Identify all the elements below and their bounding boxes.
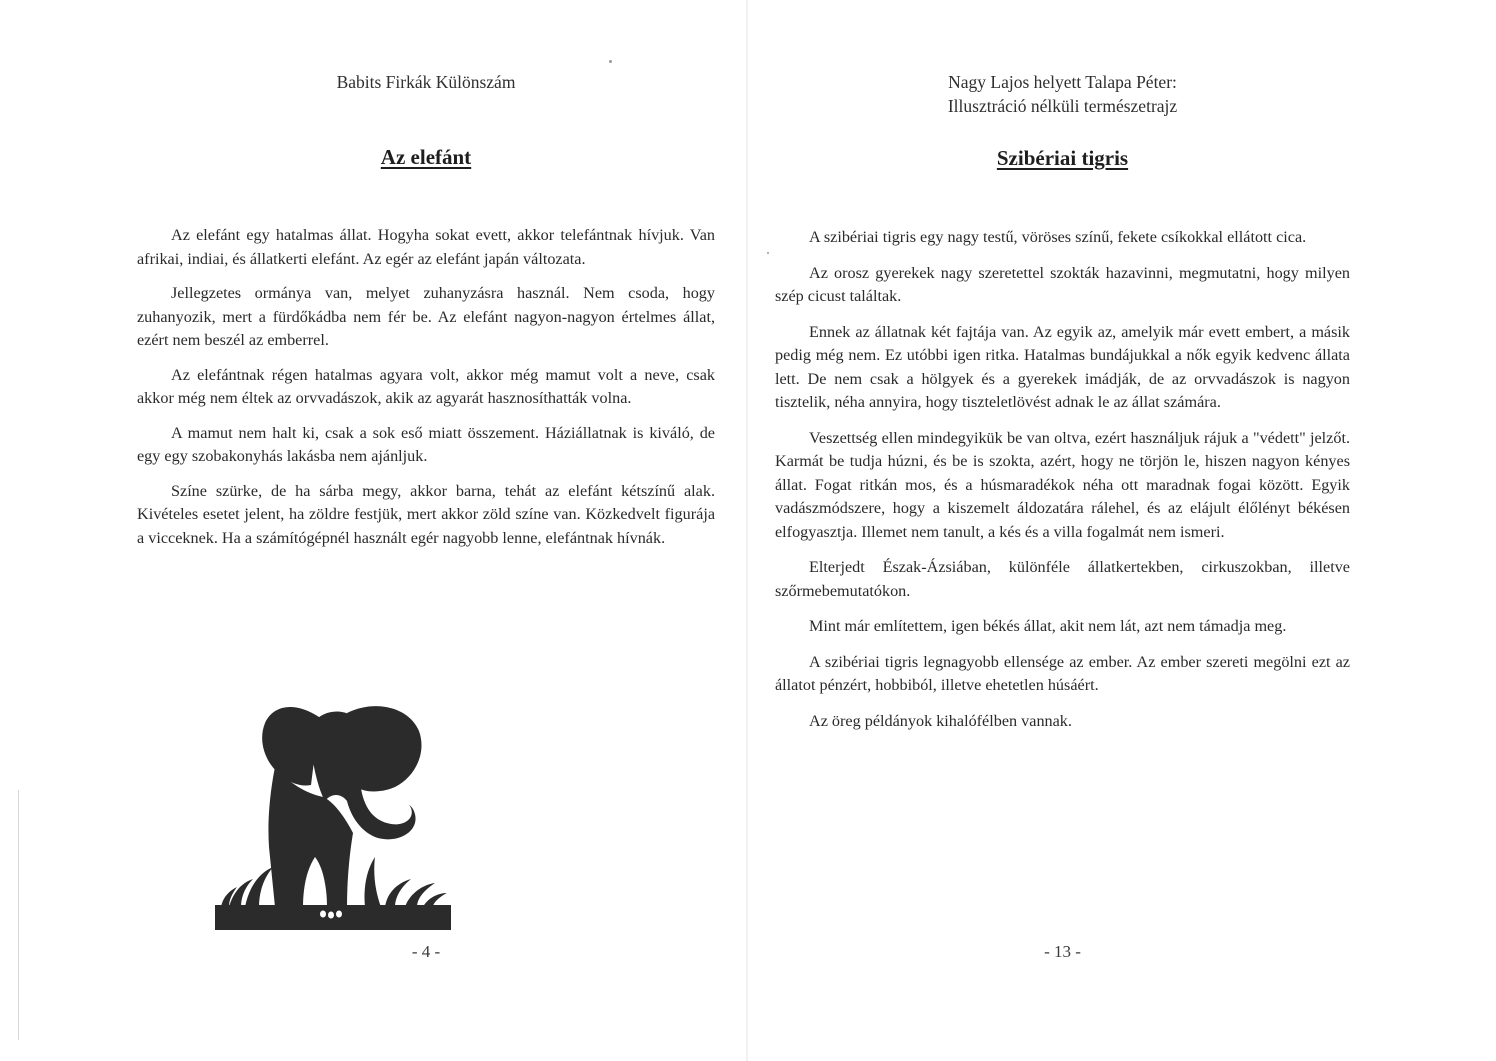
page-edge-line: [18, 790, 19, 1040]
running-head-line: Illusztráció nélküli természetrajz: [947, 96, 1178, 116]
running-head: [775, 70, 1350, 118]
scan-speck: [609, 60, 612, 63]
running-head-line: Nagy Lajos helyett Talapa Péter:: [948, 72, 1177, 92]
paragraph: Az orosz gyerekek nagy szeretettel szokták hazavinni, megmutatni, hogy milyen szép cicust találtak.: [775, 263, 1350, 305]
article-title: Az elefánt: [380, 145, 472, 169]
paragraph: Az elefánt egy hatalmas állat. Hogyha sokat evett, akkor telefántnak hívjuk. Van afrikai, indiai, és állatkerti elefánt. Az egér az elefánt japán változata.: [137, 226, 715, 268]
paragraph: A mamut nem halt ki, csak a sok eső miatt összement. Háziállatnak is kiváló, de egy egy szobakonyhás lakásba nem ajánljuk.: [137, 423, 715, 465]
paragraph: A szibériai tigris legnagyobb ellensége az ember. Az ember szereti megölni ezt az állatot pénzért, hobbiból, illetve ehetetlen húsáért.: [775, 652, 1350, 694]
running-head: Babits Firkák Különszám: [336, 72, 516, 92]
article-body: [137, 224, 715, 561]
paragraph: Veszettség ellen mindegyikük be van oltva, ezért használjuk rájuk a "védett" jelzőt. Karmát be tudja húzni, és be is szokta, azért, hogy ne törjön le, hiszen nagyon kényes állat. Fogat ritkán mos, és a húsmaradékok néha ott maradnak fogai között. Egyik vadászmódszere, hogy a kiszemelt áldozatára rálehel, és az elájult élőlényt békésen elfogyasztja. Illemet nem tanult, a kés és a villa fogalmát nem ismeri.: [775, 428, 1350, 541]
paragraph: Mint már említettem, igen békés állat, akit nem lát, azt nem támadja meg.: [809, 617, 1287, 635]
paragraph: Az öreg példányok kihalófélben vannak.: [809, 711, 1072, 730]
paragraph: Színe szürke, de ha sárba megy, akkor barna, tehát az elefánt kétszínű alak. Kivételes esetet jelent, ha zöldre festjük, mert akkor zöld színe van. Közkedvelt figurája a vicceknek. Ha a számítógépnél használt egér nagyobb lenne, elefántnak hívnák.: [137, 481, 715, 547]
elephant-illustration: [215, 697, 451, 930]
paragraph: A szibériai tigris egy nagy testű, vöröses színű, fekete csíkokkal ellátott cica.: [809, 228, 1307, 246]
paragraph: Ennek az állatnak két fajtája van. Az egyik az, amelyik már evett embert, a másik pedig még nem. Ez utóbbi igen ritka. Hatalmas bundájukkal a nők egyik kedvenc állata lett. De nem csak a hölgyek és a gyerekek imádják, de az orvvadászok is nagyon tisztelik, néha annyira, hogy tiszteletlövést adnak le az állat számára.: [775, 322, 1350, 411]
article-body: [775, 226, 1350, 745]
paragraph: Elterjedt Észak-Ázsiában, különféle állatkertekben, cirkuszokban, illetve szőrmebemutatókon.: [775, 558, 1350, 600]
page-number: - 4 -: [411, 942, 441, 961]
page-number: - 13 -: [1044, 942, 1081, 961]
article-title: Szibériai tigris: [996, 146, 1129, 170]
scan-speck: [767, 252, 769, 254]
paragraph: Jellegzetes ormánya van, melyet zuhanyzásra használ. Nem csoda, hogy zuhanyozik, mert a fürdőkádba nem fér be. Az elefánt nagyon-nagyon értelmes állat, ezért nem beszél az emberrel.: [137, 284, 715, 349]
paragraph: Az elefántnak régen hatalmas agyara volt, akkor még mamut volt a neve, csak akkor még nem éltek az orvvadászok, akik az agyarát hasznosíthatták volna.: [137, 365, 715, 407]
book-gutter: [746, 0, 748, 1061]
